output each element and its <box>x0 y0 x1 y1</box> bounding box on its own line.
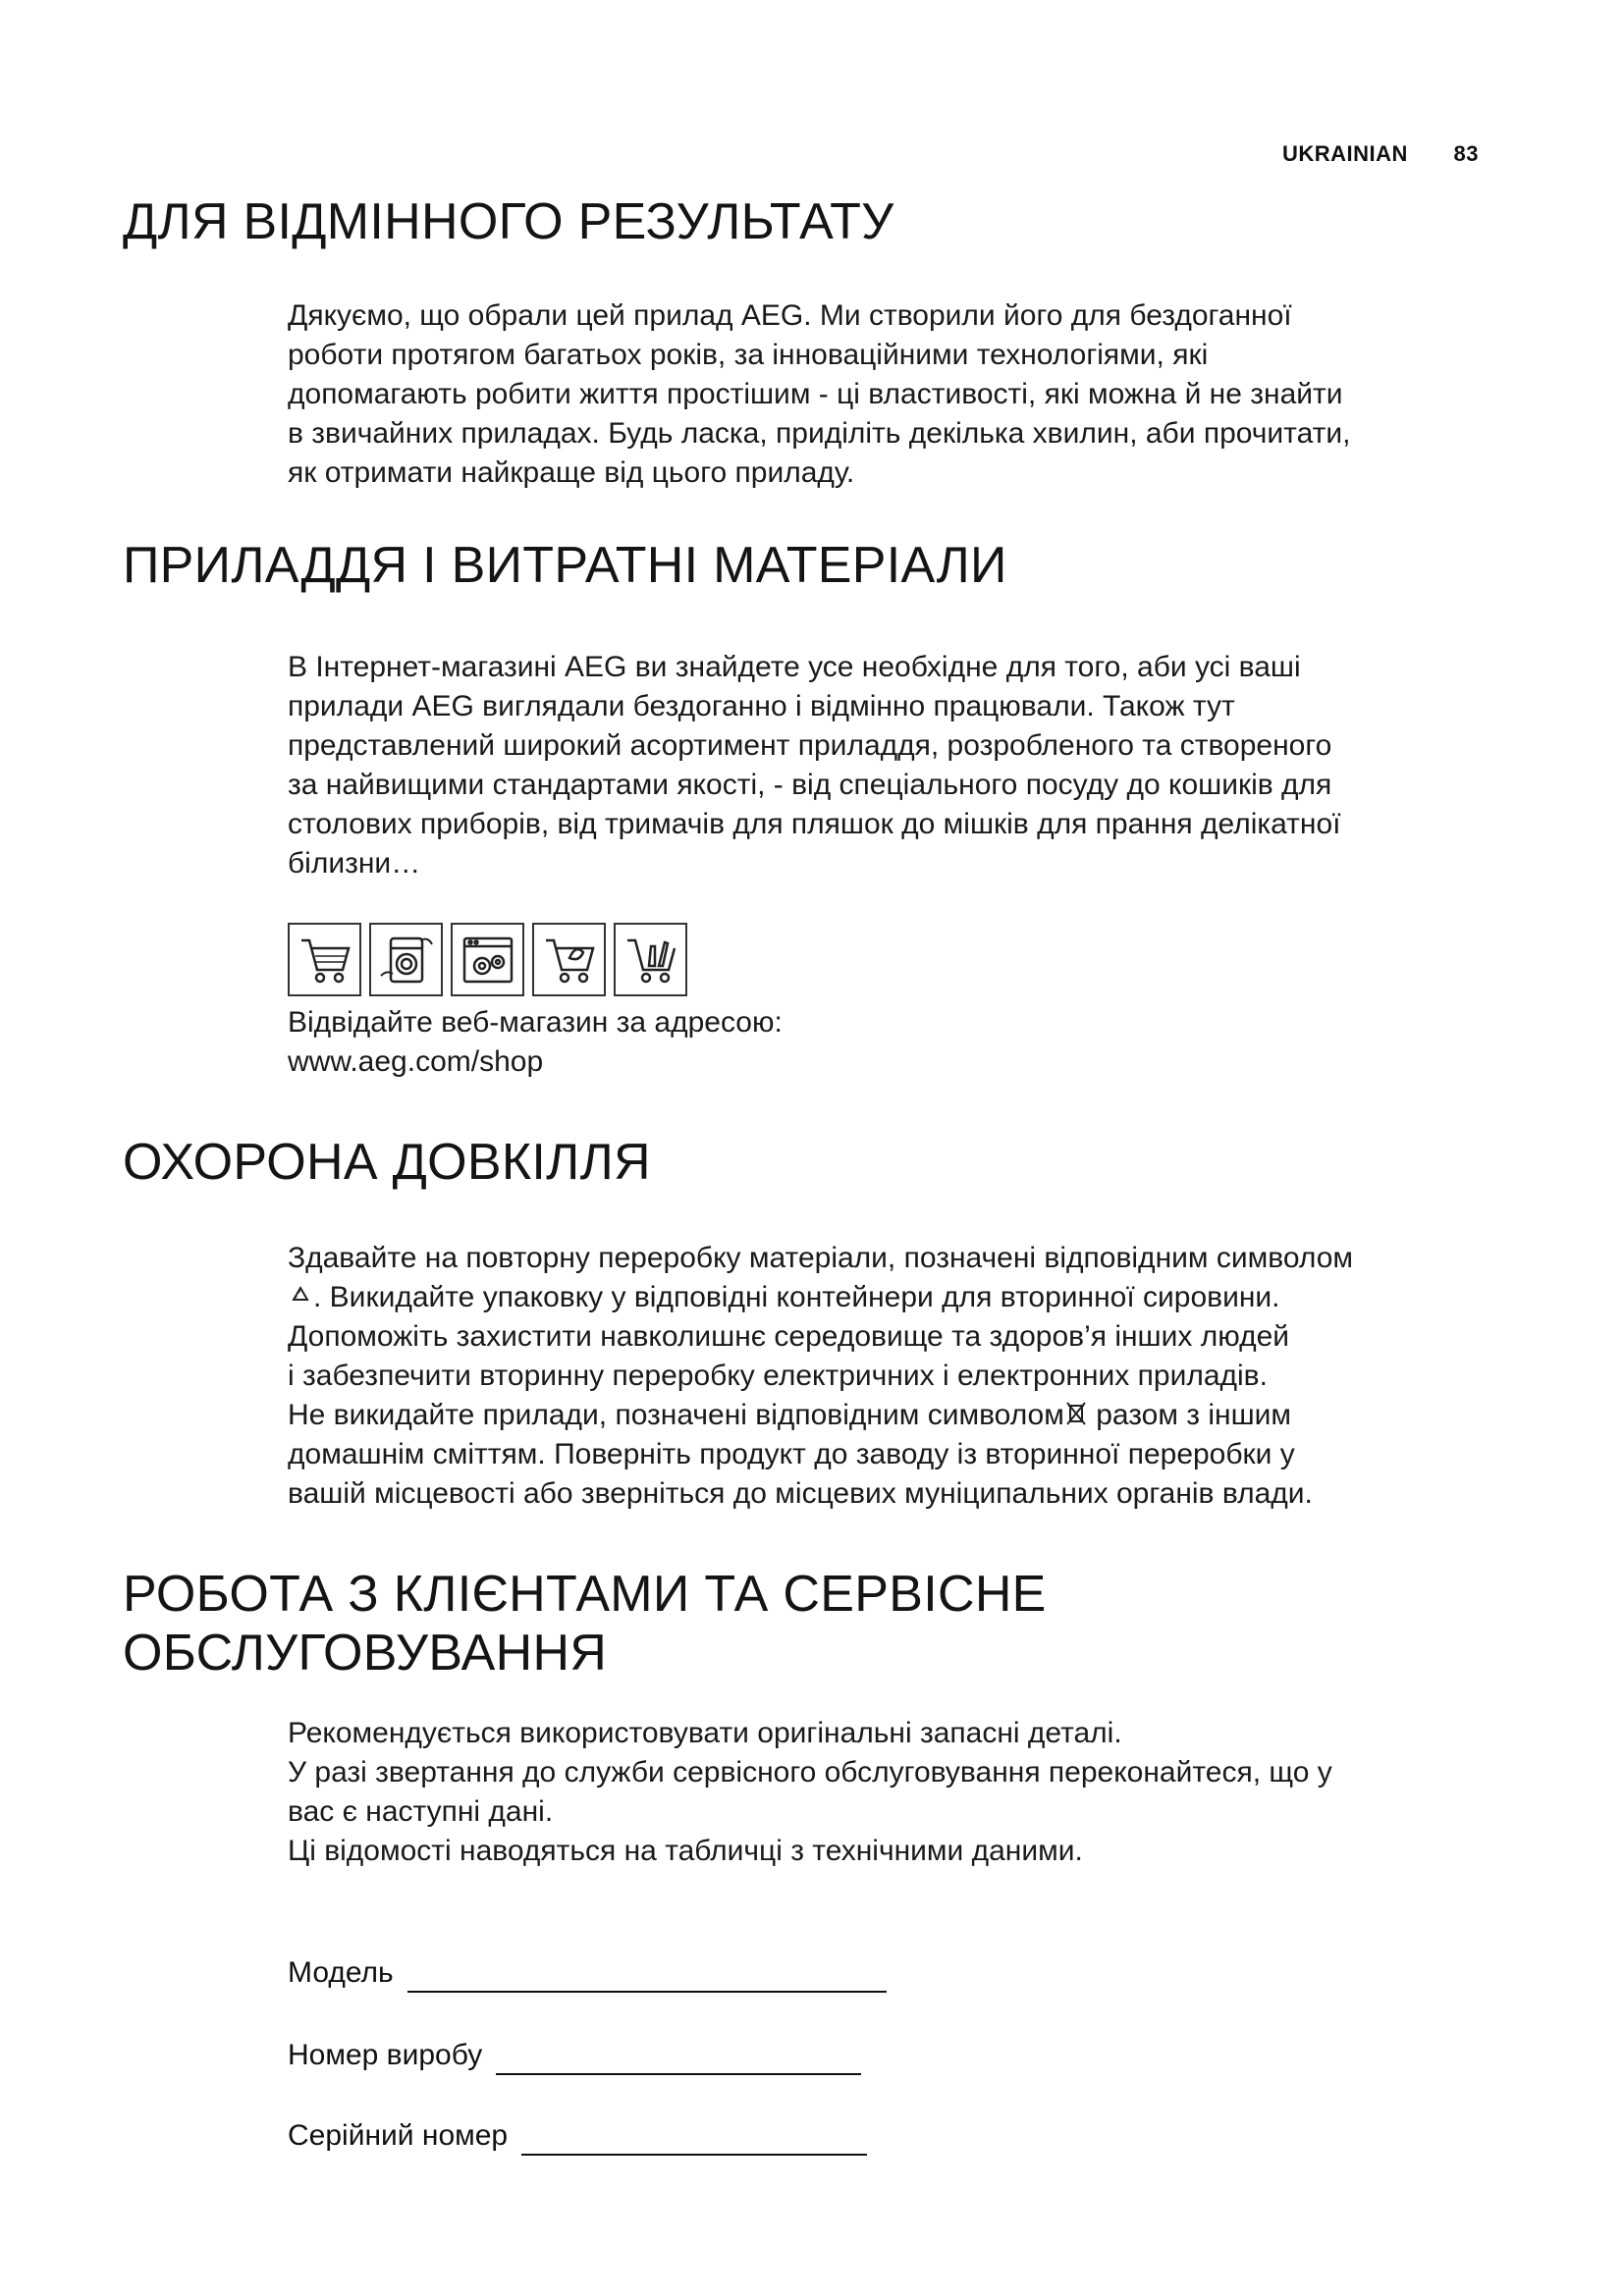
intro-paragraph <box>288 296 1505 493</box>
title-line: РОБОТА З КЛІЄНТАМИ ТА СЕРВІСНЕ <box>123 1566 1047 1623</box>
page-header <box>1282 141 1479 167</box>
page-number: 83 <box>1453 141 1479 166</box>
washing-machine-icon <box>369 923 443 996</box>
text-line: столових приборів, від тримачів для пляшок до мішків для прання делікатної <box>288 808 1341 840</box>
model-field <box>288 1953 887 1993</box>
shop-url: www.aeg.com/shop <box>288 1045 544 1078</box>
section-title-accessories: ПРИЛАДДЯ І ВИТРАТНІ МАТЕРІАЛИ <box>123 537 1007 594</box>
text-line: як отримати найкраще від цього приладу. <box>288 456 855 489</box>
product-number-label: Номер виробу <box>288 2039 483 2071</box>
text-line: Дякуємо, що обрали цей прилад AEG. Ми створили його для бездоганної <box>288 299 1292 332</box>
text-line: допомагають робити життя простішим - ці властивості, які можна й не знайти <box>288 378 1343 410</box>
model-input-line[interactable] <box>407 1961 887 1993</box>
recycle-icon <box>288 1284 313 1309</box>
text-line: В Інтернет-магазині AEG ви знайдете усе необхідне для того, аби усі ваші <box>288 651 1301 683</box>
text-line: Рекомендується використовувати оригінальні запасні деталі. <box>288 1717 1122 1749</box>
text-line: Здавайте на повторну переробку матеріали, позначені відповідним символом <box>288 1242 1354 1274</box>
text-line: білизни… <box>288 847 421 880</box>
section-title-environment: ОХОРОНА ДОВКІЛЛЯ <box>123 1134 651 1191</box>
model-label: Модель <box>288 1956 394 1989</box>
text-line: за найвищими стандартами якості, - від спеціального посуду до кошиків для <box>288 769 1332 801</box>
language-label: UKRAINIAN <box>1281 141 1408 166</box>
text-line: і забезпечити вторинну переробку електричних і електронних приладів. <box>288 1360 1268 1392</box>
dishwasher-settings-icon <box>451 923 524 996</box>
text-line: прилади AEG виглядали бездоганно і відмінно працювали. Також тут <box>288 690 1235 722</box>
text-line: Допоможіть захистити навколишнє середовище та здоров’я інших людей <box>288 1320 1290 1353</box>
text-line: вашій місцевості або зверніться до місцевих муніципальних органів влади. <box>288 1477 1313 1510</box>
title-line: ОБСЛУГОВУВАННЯ <box>123 1625 608 1682</box>
shop-visit-text: Відвідайте веб-магазин за адресою: <box>288 1006 783 1039</box>
serial-number-field <box>288 2116 867 2156</box>
text-fragment: . Викидайте упаковку у відповідні контейнери для вторинної сировини. <box>313 1281 1280 1313</box>
text-fragment: Не викидайте прилади, позначені відповідним символом <box>288 1399 1064 1431</box>
bottles-cart-icon <box>614 923 687 996</box>
section-title-customer-service <box>123 1565 1047 1682</box>
text-line: У разі звертання до служби сервісного обслуговування переконайтеся, що у <box>288 1756 1332 1789</box>
shop-icon-row <box>288 923 687 996</box>
text-fragment: разом з іншим <box>1087 1399 1292 1431</box>
text-line: в звичайних приладах. Будь ласка, приділіть декілька хвилин, аби прочитати, <box>288 417 1351 450</box>
serial-number-input-line[interactable] <box>521 2124 867 2156</box>
shop-info <box>288 1003 1505 1082</box>
basket-cart-icon <box>532 923 606 996</box>
product-number-field <box>288 2036 861 2075</box>
text-line: домашнім сміттям. Поверніть продукт до заводу із вторинної переробки у <box>288 1438 1295 1470</box>
product-number-input-line[interactable] <box>496 2044 861 2075</box>
environment-paragraph <box>288 1239 1505 1514</box>
text-line <box>288 1396 1505 1435</box>
text-line: роботи протягом багатьох років, за інноваційними технологіями, які <box>288 339 1209 371</box>
text-line: вас є наступні дані. <box>288 1795 554 1828</box>
shopping-cart-icon <box>288 923 361 996</box>
text-line: представлений широкий асортимент приладдя, розробленого та створеного <box>288 729 1332 762</box>
crossed-bin-icon <box>1064 1400 1088 1427</box>
service-paragraph <box>288 1714 1505 1871</box>
section-title-best-results: ДЛЯ ВІДМІННОГО РЕЗУЛЬТАТУ <box>123 193 894 250</box>
text-line <box>288 1278 1505 1317</box>
text-line: Ці відомості наводяться на табличці з технічними даними. <box>288 1835 1083 1867</box>
accessories-paragraph <box>288 648 1505 883</box>
serial-number-label: Серійний номер <box>288 2119 509 2152</box>
